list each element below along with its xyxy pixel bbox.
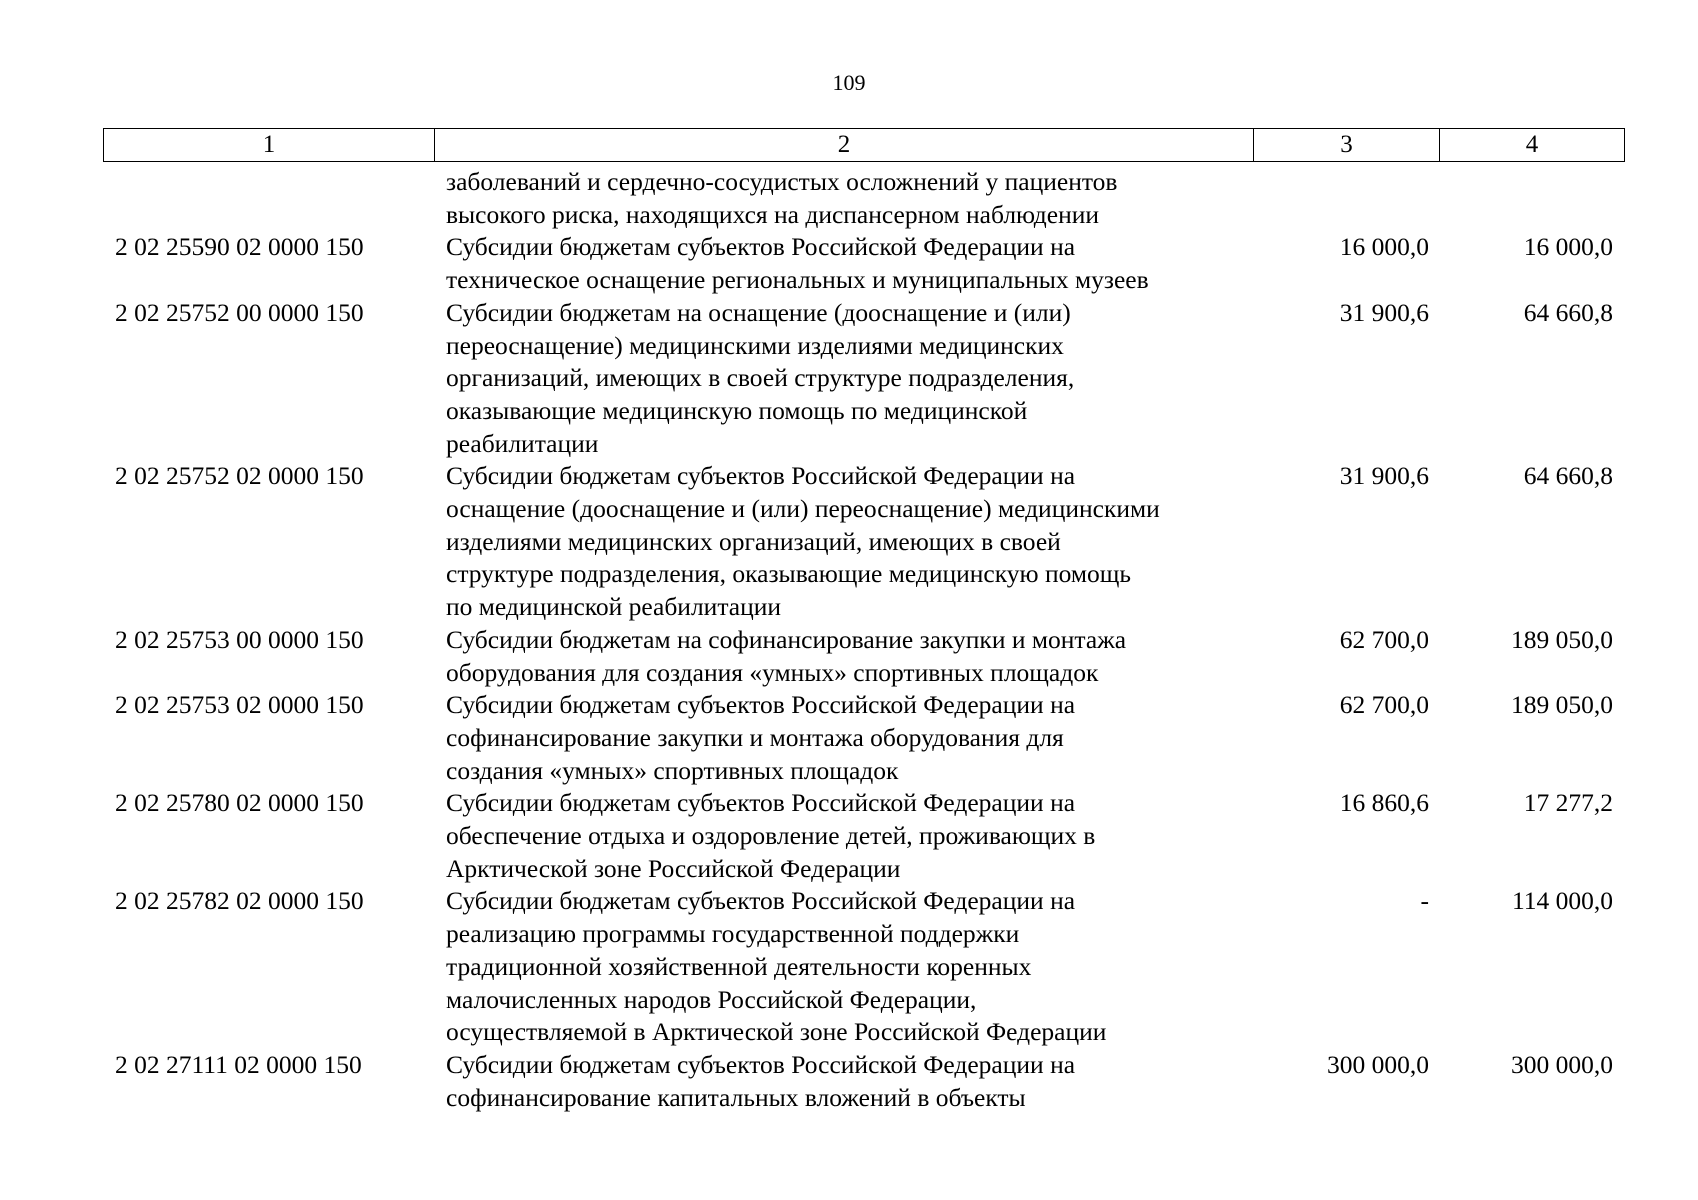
description-line: реализацию программы государственной поддержки — [446, 919, 1020, 949]
description-line: по медицинской реабилитации — [446, 592, 782, 622]
budget-code — [103, 166, 434, 231]
amount-col-3: 16 000,0 — [1339, 232, 1429, 262]
table-row — [103, 787, 1625, 885]
description-line: переоснащение) медицинскими изделиями медицинских — [446, 330, 1064, 360]
amount-col-4: 17 277,2 — [1523, 788, 1613, 818]
amount-col-4: 300 000,0 — [1511, 1049, 1613, 1079]
description-line: оснащение (дооснащение и (или) переоснащение) медицинскими — [446, 494, 1160, 524]
description-line: Арктической зоне Российской Федерации — [446, 853, 901, 883]
budget-code: 2 02 25590 02 0000 150 — [115, 232, 364, 262]
description-line: Субсидии бюджетам на софинансирование закупки и монтажа — [446, 624, 1127, 654]
description-line: традиционной хозяйственной деятельности коренных — [446, 951, 1032, 981]
description — [434, 689, 1253, 787]
amount-col-3: 16 860,6 — [1339, 788, 1429, 818]
description-line: Субсидии бюджетам на оснащение (дооснащение и (или) — [446, 297, 1071, 327]
table-row — [103, 460, 1625, 624]
description — [434, 787, 1253, 885]
amount-col-3: 62 700,0 — [1339, 690, 1429, 720]
table-row — [103, 297, 1625, 461]
description-line: обеспечение отдыха и оздоровление детей, проживающих в — [446, 821, 1096, 851]
amount-col-4 — [1439, 166, 1623, 231]
description-line: реабилитации — [446, 428, 599, 458]
amount-col-3: 31 900,6 — [1339, 297, 1429, 327]
table-row — [103, 689, 1625, 787]
table-row — [103, 166, 1625, 231]
description-line: Субсидии бюджетам субъектов Российской Федерации на — [446, 461, 1076, 491]
budget-code: 2 02 25753 00 0000 150 — [115, 624, 364, 654]
description-line: Субсидии бюджетам субъектов Российской Федерации на — [446, 1049, 1076, 1079]
budget-code: 2 02 25753 02 0000 150 — [115, 690, 364, 720]
amount-col-4: 114 000,0 — [1511, 886, 1613, 916]
budget-code: 2 02 25782 02 0000 150 — [115, 886, 364, 916]
amount-col-3: 62 700,0 — [1339, 624, 1429, 654]
description — [434, 297, 1253, 461]
header-col-2: 2 — [435, 129, 1254, 161]
table-header — [103, 128, 1625, 162]
header-col-3: 3 — [1254, 129, 1440, 161]
header-col-4: 4 — [1525, 131, 1539, 158]
page-number: 109 — [832, 70, 866, 95]
table-row — [103, 624, 1625, 689]
description-line: осуществляемой в Арктической зоне Российской Федерации — [446, 1017, 1107, 1047]
description-line: оборудования для создания «умных» спортивных площадок — [446, 657, 1099, 687]
header-col-1: 1 — [104, 129, 435, 161]
description — [434, 166, 1253, 231]
description-line: заболеваний и сердечно-сосудистых осложнений у пациентов — [446, 167, 1118, 196]
amount-col-3: 31 900,6 — [1339, 461, 1429, 491]
description-line: Субсидии бюджетам субъектов Российской Федерации на — [446, 788, 1076, 818]
table-row — [103, 231, 1625, 296]
description-line: структуре подразделения, оказывающие медицинскую помощь — [446, 559, 1132, 589]
budget-code: 2 02 25752 02 0000 150 — [115, 461, 364, 491]
amount-col-3: 300 000,0 — [1327, 1049, 1429, 1079]
description-line: Субсидии бюджетам субъектов Российской Федерации на — [446, 232, 1076, 262]
amount-col-4: 64 660,8 — [1523, 461, 1613, 491]
description-line: оказывающие медицинскую помощь по медицинской — [446, 395, 1028, 425]
description-line: Субсидии бюджетам субъектов Российской Федерации на — [446, 886, 1076, 916]
budget-code: 2 02 25780 02 0000 150 — [115, 788, 364, 818]
description-line: Субсидии бюджетам субъектов Российской Федерации на — [446, 690, 1076, 720]
description-line: техническое оснащение региональных и муниципальных музеев — [446, 265, 1149, 295]
amount-col-4: 189 050,0 — [1511, 624, 1613, 654]
description-line: изделиями медицинских организаций, имеющих в своей — [446, 526, 1061, 556]
description — [434, 1049, 1253, 1114]
description — [434, 460, 1253, 624]
amount-col-3: - — [1420, 886, 1429, 916]
description-line: организаций, имеющих в своей структуре подразделения, — [446, 363, 1075, 393]
description-line: малочисленных народов Российской Федерации, — [446, 984, 977, 1014]
amount-col-4: 64 660,8 — [1523, 297, 1613, 327]
description — [434, 624, 1253, 689]
amount-col-4: 16 000,0 — [1523, 232, 1613, 262]
table-body — [103, 166, 1625, 1114]
budget-code: 2 02 25752 00 0000 150 — [115, 297, 364, 327]
table-row — [103, 885, 1625, 1049]
description — [434, 885, 1253, 1049]
description-line: высокого риска, находящихся на диспансерном наблюдении — [446, 199, 1100, 229]
description-line: софинансирование закупки и монтажа оборудования для — [446, 722, 1064, 752]
description-line: софинансирование капитальных вложений в объекты — [446, 1082, 1026, 1112]
amount-col-4: 189 050,0 — [1511, 690, 1613, 720]
budget-code: 2 02 27111 02 0000 150 — [115, 1049, 362, 1079]
description — [434, 231, 1253, 296]
amount-col-3 — [1253, 166, 1439, 231]
table-row — [103, 1049, 1625, 1114]
description-line: создания «умных» спортивных площадок — [446, 755, 899, 785]
